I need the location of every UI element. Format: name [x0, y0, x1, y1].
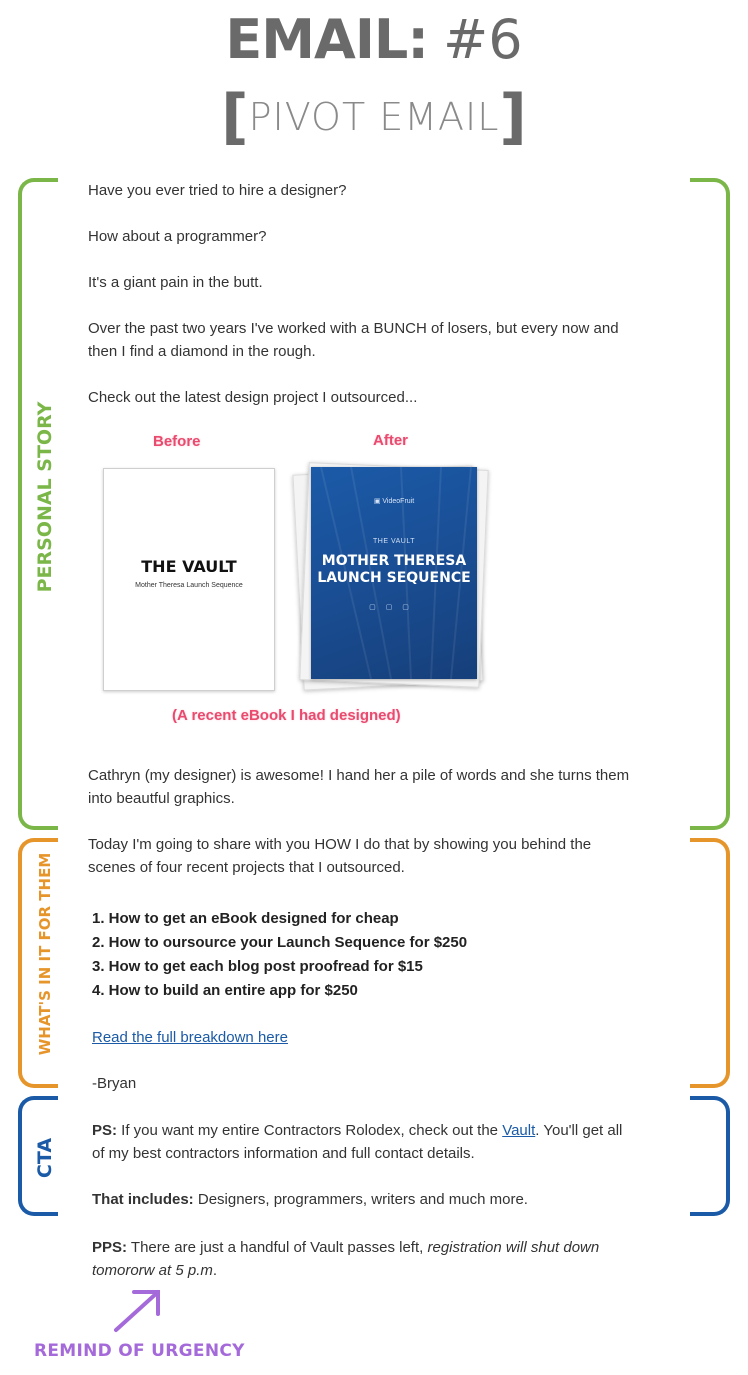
after-book-logo-text: VideoFruit: [382, 498, 415, 505]
urgency-arrow-icon: [108, 1284, 168, 1336]
email-paragraph-3: It's a giant pain in the butt.: [88, 274, 263, 291]
title-email: EMAIL:: [225, 8, 428, 71]
page-title: [0, 8, 748, 72]
signoff: -Bryan: [92, 1075, 137, 1092]
cta-bracket-right: [690, 1096, 730, 1216]
before-book-cover: [103, 468, 275, 691]
vault-link[interactable]: Vault: [502, 1122, 536, 1139]
ebook-caption: (A recent eBook I had designed): [172, 707, 401, 724]
email-paragraph-6: [88, 764, 688, 810]
after-book-title: [311, 553, 477, 587]
email-paragraph-5: Check out the latest design project I outsourced...: [88, 389, 418, 406]
cta-label: CTA: [34, 1137, 56, 1179]
email-paragraph-6-line-1: Cathryn (my designer) is awesome! I hand her a pile of words and she turns them: [88, 767, 630, 784]
email-paragraph-4-line-2: then I find a diamond in the rough.: [88, 343, 316, 360]
before-book-title: THE VAULT: [141, 557, 237, 576]
after-book-title-line-1: MOTHER THERESA: [321, 553, 467, 569]
title-number: #6: [442, 8, 523, 71]
email-paragraph-6-line-2: into beautful graphics.: [88, 790, 235, 807]
pps-label: PPS:: [92, 1239, 128, 1256]
includes-label: That includes:: [92, 1191, 194, 1208]
email-paragraph-7-line-1: Today I'm going to share with you HOW I do that by showing you behind the: [88, 836, 592, 853]
email-paragraph-7: [88, 833, 688, 879]
after-book-kicker: THE VAULT: [373, 538, 415, 545]
list-item: 4. How to build an entire app for $250: [92, 982, 358, 999]
includes-text: Designers, programmers, writers and much more.: [193, 1191, 528, 1208]
full-breakdown-link[interactable]: Read the full breakdown here: [92, 1029, 288, 1046]
whats-in-it-bracket-right: [690, 838, 730, 1088]
personal-story-label: PERSONAL STORY: [34, 401, 56, 593]
project-list: [92, 907, 467, 1003]
ps-line-2: of my best contractors information and full contact details.: [92, 1145, 475, 1162]
after-book-logo: ▣ VideoFruit: [373, 498, 415, 505]
pps-italic-a: registration will shut down: [427, 1239, 600, 1256]
pps-text: There are just a handful of Vault passes left,: [127, 1239, 428, 1256]
after-book-icons: ▢▢▢: [369, 604, 419, 611]
email-paragraph-1: Have you ever tried to hire a designer?: [88, 182, 347, 199]
subtitle-open-bracket: [: [221, 82, 249, 152]
whats-in-it-label: WHAT'S IN IT FOR THEM: [36, 852, 54, 1056]
pps-italic-b: tomororw at 5 p.m: [92, 1262, 213, 1279]
email-paragraph-4: [88, 317, 688, 363]
subtitle-text: PIVOT EMAIL: [248, 95, 500, 139]
page-subtitle: [0, 84, 748, 150]
pps-paragraph: [92, 1236, 688, 1282]
ps-text-b: . You'll get all: [535, 1122, 623, 1139]
after-book-cover: [311, 467, 477, 679]
list-item: 3. How to get each blog post proofread for $15: [92, 958, 423, 975]
includes-paragraph: [92, 1188, 528, 1211]
list-item: 2. How to oursource your Launch Sequence for $250: [92, 934, 468, 951]
ps-text-a: If you want my entire Contractors Rolodex, check out the: [117, 1122, 503, 1139]
personal-story-bracket-right: [690, 178, 730, 830]
ps-label: PS:: [92, 1122, 118, 1139]
pps-end: .: [212, 1262, 218, 1279]
after-book-title-line-2: LAUNCH SEQUENCE: [317, 570, 471, 586]
email-paragraph-4-line-1: Over the past two years I've worked with a BUNCH of losers, but every now and: [88, 320, 619, 337]
list-item: 1. How to get an eBook designed for cheap: [92, 910, 399, 927]
email-paragraph-2: How about a programmer?: [88, 228, 267, 245]
after-label: After: [373, 432, 409, 449]
subtitle-close-bracket: ]: [499, 82, 527, 152]
before-label: Before: [153, 433, 201, 450]
urgency-label: REMIND OF URGENCY: [34, 1341, 245, 1361]
email-paragraph-7-line-2: scenes of four recent projects that I outsourced.: [88, 859, 405, 876]
ps-paragraph: [92, 1119, 688, 1165]
before-book-subtitle: Mother Theresa Launch Sequence: [135, 582, 243, 589]
